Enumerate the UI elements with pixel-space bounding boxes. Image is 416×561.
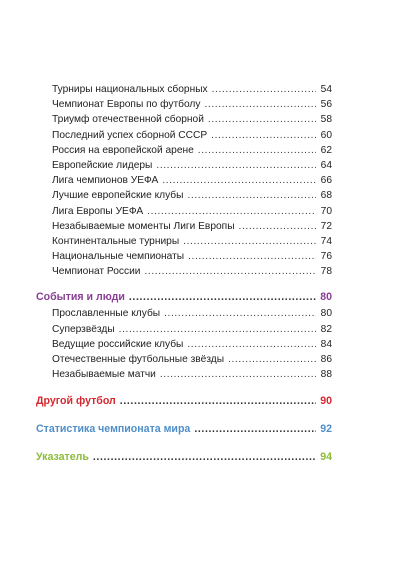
toc-entry-page: 70 <box>320 205 332 217</box>
toc-entry[interactable] <box>36 352 332 367</box>
toc-leader-dots <box>194 421 316 438</box>
toc-entry[interactable] <box>36 264 332 279</box>
toc-entry[interactable] <box>36 97 332 112</box>
toc-section-page: 92 <box>320 423 332 436</box>
toc-leader-dots <box>211 128 316 143</box>
toc-entry[interactable] <box>36 188 332 203</box>
toc-leader-dots <box>162 173 316 188</box>
toc-section-statistics[interactable] <box>36 421 332 438</box>
toc-section-title: Другой футбол <box>36 395 116 408</box>
toc-entry-title: Европейские лидеры <box>52 159 153 171</box>
toc-entry-title: Россия на европейской арене <box>52 144 194 156</box>
toc-leader-dots <box>208 112 316 127</box>
toc-leader-dots <box>187 188 316 203</box>
toc-entry[interactable] <box>36 322 332 337</box>
toc-entry-page: 60 <box>320 129 332 141</box>
toc-entry-page: 80 <box>320 308 332 320</box>
toc-leader-dots <box>183 234 316 249</box>
toc-entry[interactable] <box>36 306 332 321</box>
toc-entry-page: 58 <box>320 114 332 126</box>
toc-entry-title: Турниры национальных сборных <box>52 84 208 95</box>
toc-section-page: 90 <box>320 395 332 408</box>
toc-group-tournaments <box>36 82 332 279</box>
toc-entry-page: 86 <box>320 354 332 365</box>
toc-leader-dots <box>144 264 316 279</box>
toc-entry-page: 72 <box>320 220 332 232</box>
toc-entry-page: 66 <box>320 175 332 187</box>
toc-leader-dots <box>119 322 316 337</box>
toc-entry-title: Континентальные турниры <box>52 235 180 247</box>
toc-leader-dots <box>204 97 316 112</box>
toc-leader-dots <box>93 449 316 466</box>
toc-entry-title: Чемпионат России <box>52 266 141 278</box>
toc-entry[interactable] <box>36 112 332 127</box>
toc-entry-title: Отечественные футбольные звёзды <box>52 354 225 365</box>
toc-entry[interactable] <box>36 128 332 143</box>
toc-section-other-football[interactable] <box>36 393 332 410</box>
toc-section-events[interactable] <box>36 289 332 306</box>
toc-entry[interactable] <box>36 158 332 173</box>
toc-group-people <box>36 306 332 382</box>
toc-entry-title: Лучшие европейские клубы <box>52 190 184 202</box>
toc-entry-title: Ведущие российские клубы <box>52 338 184 350</box>
toc-leader-dots <box>164 306 316 321</box>
toc-leader-dots <box>156 158 316 173</box>
toc-entry-page: 82 <box>320 323 332 335</box>
toc-entry-title: Лига Европы УЕФА <box>52 205 144 217</box>
toc-section-title: События и люди <box>36 291 125 304</box>
toc-entry-page: 54 <box>320 84 332 95</box>
toc-section-index[interactable] <box>36 449 332 466</box>
toc-leader-dots <box>147 204 316 219</box>
toc-leader-dots <box>198 143 316 158</box>
toc-entry[interactable] <box>36 82 332 97</box>
toc-section-page: 80 <box>320 291 332 304</box>
toc-entry-page: 74 <box>320 235 332 247</box>
toc-leader-dots <box>160 367 316 382</box>
toc-entry[interactable] <box>36 367 332 382</box>
toc-leader-dots <box>239 219 316 234</box>
toc-leader-dots <box>120 393 316 410</box>
toc-entry[interactable] <box>36 337 332 352</box>
toc-entry[interactable] <box>36 143 332 158</box>
table-of-contents <box>36 82 332 466</box>
toc-entry-title: Чемпионат Европы по футболу <box>52 99 201 111</box>
toc-leader-dots <box>188 249 316 264</box>
toc-section-title: Указатель <box>36 451 89 464</box>
toc-entry-title: Лига чемпионов УЕФА <box>52 175 159 187</box>
toc-leader-dots <box>187 337 316 352</box>
toc-leader-dots <box>212 82 316 97</box>
toc-entry-page: 62 <box>320 144 332 156</box>
toc-entry-title: Прославленные клубы <box>52 308 161 320</box>
toc-entry-page: 78 <box>320 266 332 278</box>
toc-entry[interactable] <box>36 173 332 188</box>
toc-entry-title: Незабываемые моменты Лиги Европы <box>52 220 235 232</box>
toc-entry[interactable] <box>36 219 332 234</box>
toc-entry-title: Суперзвёзды <box>52 323 115 335</box>
toc-entry-page: 88 <box>320 369 332 381</box>
toc-entry[interactable] <box>36 204 332 219</box>
toc-entry-page: 76 <box>320 251 332 263</box>
toc-entry-title: Национальные чемпионаты <box>52 251 185 263</box>
toc-entry[interactable] <box>36 249 332 264</box>
toc-section-title: Статистика чемпионата мира <box>36 423 191 436</box>
toc-entry-title: Последний успех сборной СССР <box>52 129 208 141</box>
toc-entry-page: 84 <box>320 338 332 350</box>
toc-entry-page: 68 <box>320 190 332 202</box>
toc-entry[interactable] <box>36 234 332 249</box>
toc-entry-title: Триумф отечественной сборной <box>52 114 204 126</box>
toc-entry-page: 64 <box>320 159 332 171</box>
toc-leader-dots <box>228 352 316 367</box>
toc-entry-title: Незабываемые матчи <box>52 369 156 381</box>
toc-section-page: 94 <box>320 451 332 464</box>
toc-entry-page: 56 <box>320 99 332 111</box>
toc-leader-dots <box>129 289 316 306</box>
